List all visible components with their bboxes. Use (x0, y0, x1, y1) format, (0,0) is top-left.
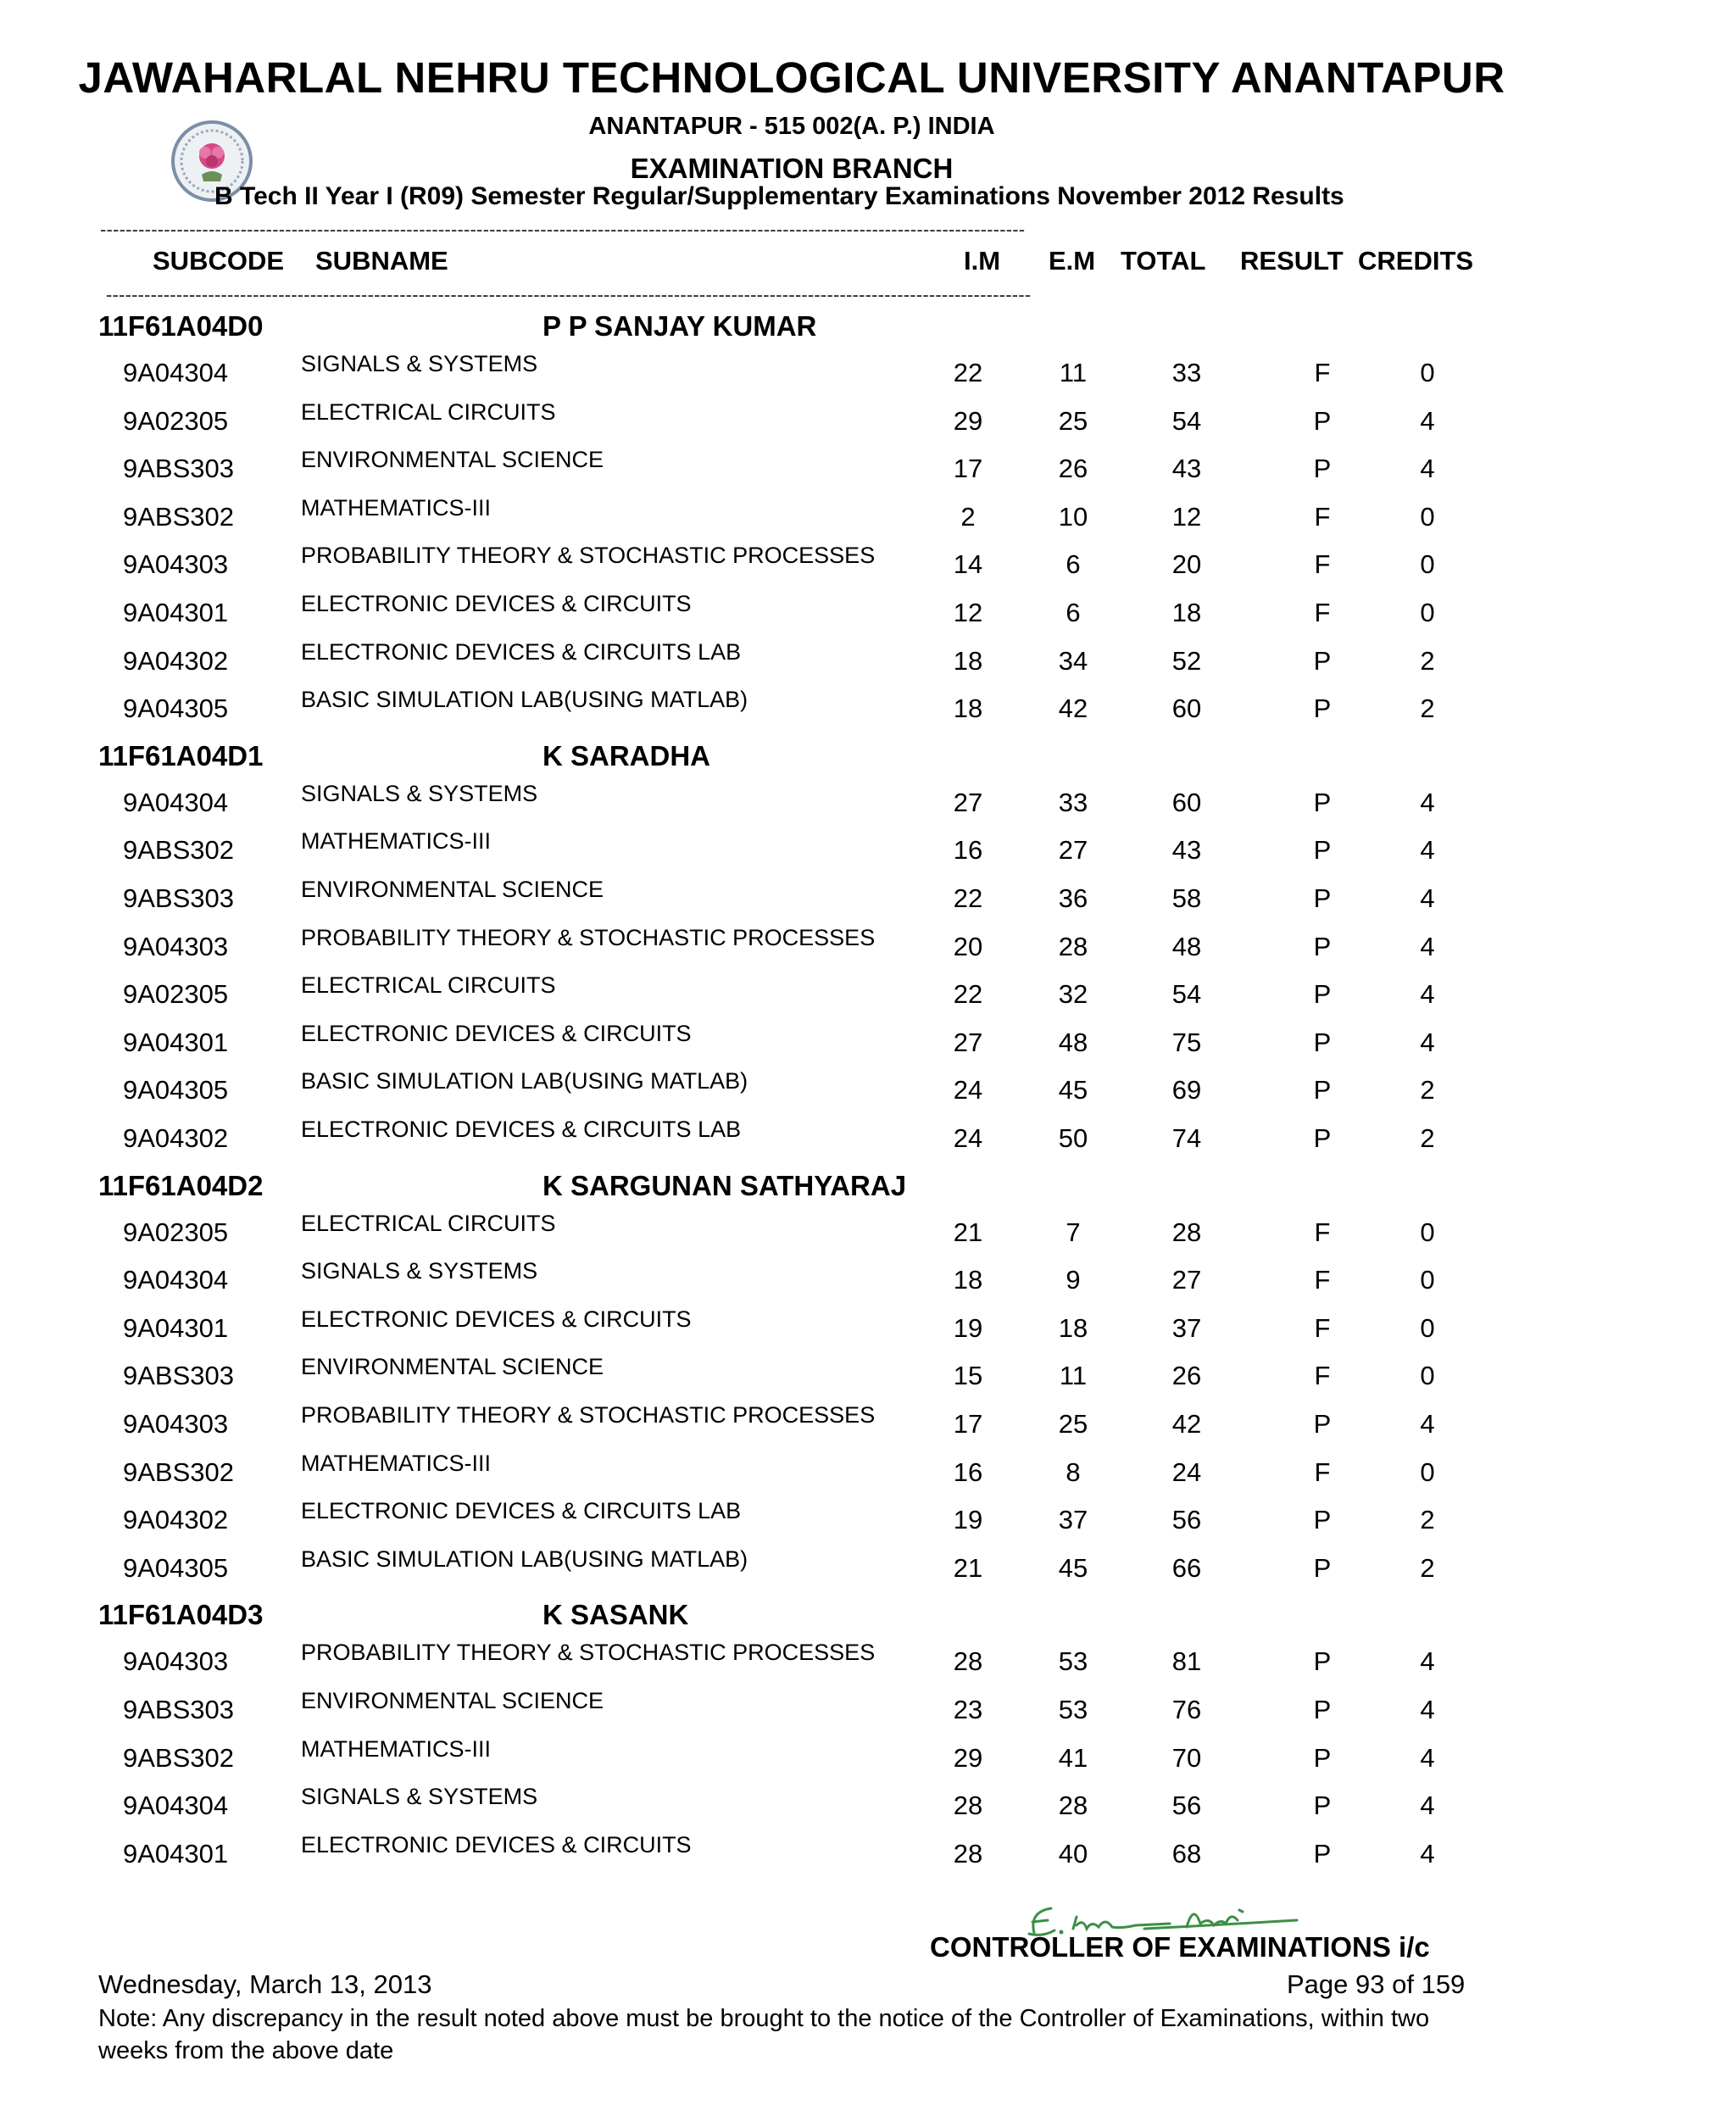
subject-code: 9ABS302 (123, 502, 234, 532)
credits: 0 (1420, 549, 1435, 579)
external-marks: 25 (1058, 1409, 1088, 1439)
column-header-result: RESULT (1240, 246, 1344, 276)
subject-code: 9A04302 (123, 1123, 229, 1153)
separator-top: ------------------------------------------------------------------------------------------------------------------------------------------------- (100, 219, 1026, 240)
subject-name: ENVIRONMENTAL SCIENCE (301, 447, 604, 472)
external-marks: 26 (1058, 454, 1088, 483)
credits: 4 (1420, 1028, 1435, 1057)
subject-code: 9A04304 (123, 788, 229, 817)
external-marks: 28 (1058, 932, 1088, 961)
subject-name: PROBABILITY THEORY & STOCHASTIC PROCESSES (301, 1402, 876, 1428)
subject-name: MATHEMATICS-III (301, 828, 491, 854)
credits: 0 (1420, 358, 1435, 387)
result-status: P (1313, 883, 1332, 913)
total-marks: 20 (1171, 549, 1202, 579)
column-header-total: TOTAL (1121, 246, 1206, 276)
subject-code: 9A04304 (123, 358, 229, 387)
hall-ticket-number: 11F61A04D3 (98, 1599, 264, 1631)
student-name: K SARADHA (542, 739, 710, 771)
subject-name: MATHEMATICS-III (301, 1736, 491, 1762)
print-date: Wednesday, March 13, 2013 (98, 1969, 432, 1999)
subject-code: 9A02305 (123, 406, 229, 436)
result-status: F (1314, 1313, 1331, 1343)
internal-marks: 22 (953, 883, 983, 913)
result-row (0, 1688, 1736, 1735)
external-marks: 42 (1058, 693, 1088, 723)
subject-code: 9A04303 (123, 549, 229, 579)
credits: 0 (1420, 1265, 1435, 1295)
credits: 4 (1420, 1695, 1435, 1724)
subject-code: 9A04304 (123, 1791, 229, 1820)
subject-code: 9A04302 (123, 1505, 229, 1534)
result-status: P (1313, 693, 1332, 723)
result-row (0, 1068, 1736, 1116)
result-status: F (1314, 502, 1331, 532)
result-status: P (1313, 979, 1332, 1009)
subject-code: 9A04305 (123, 1075, 229, 1105)
result-row (0, 399, 1736, 447)
external-marks: 45 (1058, 1553, 1088, 1583)
credits: 4 (1420, 454, 1435, 483)
subject-code: 9ABS303 (123, 1695, 234, 1724)
subject-code: 9A04305 (123, 1553, 229, 1583)
credits: 4 (1420, 1791, 1435, 1820)
subject-code: 9ABS303 (123, 1361, 234, 1390)
result-status: P (1313, 1028, 1332, 1057)
total-marks: 75 (1171, 1028, 1202, 1057)
examination-branch: EXAMINATION BRANCH (630, 153, 954, 184)
subject-name: MATHEMATICS-III (301, 495, 491, 521)
total-marks: 60 (1171, 693, 1202, 723)
hall-ticket-number: 11F61A04D0 (98, 310, 264, 342)
result-status: P (1313, 788, 1332, 817)
column-header-subname: SUBNAME (315, 246, 448, 276)
internal-marks: 14 (953, 549, 983, 579)
internal-marks: 19 (953, 1313, 983, 1343)
subject-name: ELECTRONIC DEVICES & CIRCUITS LAB (301, 639, 742, 665)
external-marks: 50 (1058, 1123, 1088, 1153)
internal-marks: 18 (953, 1265, 983, 1295)
credits: 2 (1420, 646, 1435, 676)
total-marks: 68 (1171, 1839, 1202, 1869)
university-address: ANANTAPUR - 515 002(A. P.) INDIA (588, 113, 995, 140)
total-marks: 54 (1171, 979, 1202, 1009)
hall-ticket-number: 11F61A04D1 (98, 739, 264, 771)
total-marks: 69 (1171, 1075, 1202, 1105)
external-marks: 32 (1058, 979, 1088, 1009)
credits: 4 (1420, 1646, 1435, 1676)
subject-code: 9A04304 (123, 1265, 229, 1295)
subject-name: SIGNALS & SYSTEMS (301, 1784, 538, 1809)
subject-code: 9A04303 (123, 1409, 229, 1439)
result-row (0, 1784, 1736, 1831)
result-status: P (1313, 1123, 1332, 1153)
external-marks: 36 (1058, 883, 1088, 913)
subject-code: 9A04303 (123, 932, 229, 961)
subject-name: ELECTRONIC DEVICES & CIRCUITS (301, 1832, 692, 1857)
internal-marks: 19 (953, 1505, 983, 1534)
hall-ticket-number: 11F61A04D2 (98, 1169, 264, 1201)
subject-name: ELECTRONIC DEVICES & CIRCUITS (301, 1021, 692, 1046)
result-row (0, 925, 1736, 972)
total-marks: 42 (1171, 1409, 1202, 1439)
credits: 4 (1420, 788, 1435, 817)
result-row (0, 543, 1736, 590)
student-name: K SARGUNAN SATHYARAJ (542, 1169, 907, 1201)
credits: 0 (1420, 598, 1435, 627)
total-marks: 54 (1171, 406, 1202, 436)
internal-marks: 17 (953, 1409, 983, 1439)
internal-marks: 21 (953, 1217, 983, 1247)
credits: 4 (1420, 406, 1435, 436)
result-row (0, 781, 1736, 828)
external-marks: 11 (1059, 358, 1088, 387)
result-status: P (1313, 1791, 1332, 1820)
result-row (0, 1451, 1736, 1498)
credits: 4 (1420, 979, 1435, 1009)
result-status: P (1313, 454, 1332, 483)
result-row (0, 639, 1736, 687)
column-header-credits: CREDITS (1358, 246, 1474, 276)
subject-code: 9ABS302 (123, 1743, 234, 1773)
internal-marks: 23 (953, 1695, 983, 1724)
internal-marks: 15 (953, 1361, 983, 1390)
result-row (0, 1498, 1736, 1546)
result-row (0, 1258, 1736, 1306)
subject-code: 9A04301 (123, 1839, 229, 1869)
result-status: F (1314, 1265, 1331, 1295)
result-status: P (1313, 1839, 1332, 1869)
column-header-im: I.M (964, 246, 1001, 276)
separator-header: ------------------------------------------------------------------------------------------------------------------------------------------------- (106, 284, 1032, 305)
credits: 2 (1420, 1553, 1435, 1583)
external-marks: 8 (1066, 1457, 1081, 1487)
result-row (0, 828, 1736, 876)
total-marks: 43 (1171, 835, 1202, 865)
credits: 0 (1420, 1457, 1435, 1487)
subject-name: ELECTRICAL CIRCUITS (301, 399, 556, 425)
result-status: P (1313, 646, 1332, 676)
internal-marks: 28 (953, 1839, 983, 1869)
subject-code: 9A04305 (123, 693, 229, 723)
total-marks: 56 (1171, 1791, 1202, 1820)
credits: 4 (1420, 835, 1435, 865)
external-marks: 34 (1058, 646, 1088, 676)
credits: 0 (1420, 1217, 1435, 1247)
subject-code: 9A02305 (123, 979, 229, 1009)
credits: 4 (1420, 1743, 1435, 1773)
external-marks: 9 (1066, 1265, 1081, 1295)
total-marks: 24 (1171, 1457, 1202, 1487)
credits: 2 (1420, 693, 1435, 723)
subject-code: 9A04301 (123, 598, 229, 627)
credits: 0 (1420, 502, 1435, 532)
result-row (0, 687, 1736, 734)
subject-name: ELECTRONIC DEVICES & CIRCUITS (301, 1306, 692, 1332)
total-marks: 58 (1171, 883, 1202, 913)
column-header-subcode: SUBCODE (153, 246, 285, 276)
subject-name: SIGNALS & SYSTEMS (301, 1258, 538, 1284)
credits: 0 (1420, 1361, 1435, 1390)
internal-marks: 17 (953, 454, 983, 483)
total-marks: 52 (1171, 646, 1202, 676)
subject-code: 9ABS303 (123, 883, 234, 913)
total-marks: 56 (1171, 1505, 1202, 1534)
credits: 2 (1420, 1075, 1435, 1105)
internal-marks: 16 (953, 1457, 983, 1487)
total-marks: 37 (1171, 1313, 1202, 1343)
result-status: F (1314, 358, 1331, 387)
external-marks: 41 (1058, 1743, 1088, 1773)
subject-name: PROBABILITY THEORY & STOCHASTIC PROCESSES (301, 1640, 876, 1665)
result-row (0, 1021, 1736, 1068)
internal-marks: 28 (953, 1646, 983, 1676)
subject-name: BASIC SIMULATION LAB(USING MATLAB) (301, 1546, 748, 1572)
subject-code: 9A02305 (123, 1217, 229, 1247)
subject-name: ENVIRONMENTAL SCIENCE (301, 877, 604, 902)
subject-code: 9A04301 (123, 1313, 229, 1343)
column-header-em: E.M (1049, 246, 1096, 276)
total-marks: 33 (1171, 358, 1202, 387)
total-marks: 66 (1171, 1553, 1202, 1583)
result-status: F (1314, 549, 1331, 579)
credits: 2 (1420, 1123, 1435, 1153)
credits: 0 (1420, 1313, 1435, 1343)
result-row (0, 1640, 1736, 1687)
subject-name: MATHEMATICS-III (301, 1451, 491, 1476)
subject-name: ENVIRONMENTAL SCIENCE (301, 1354, 604, 1379)
internal-marks: 27 (953, 788, 983, 817)
result-status: F (1314, 1361, 1331, 1390)
result-status: P (1313, 1505, 1332, 1534)
result-status: P (1313, 1695, 1332, 1724)
result-status: P (1313, 1553, 1332, 1583)
internal-marks: 29 (953, 406, 983, 436)
result-row (0, 351, 1736, 398)
external-marks: 48 (1058, 1028, 1088, 1057)
result-status: P (1313, 1743, 1332, 1773)
result-status: P (1313, 932, 1332, 961)
internal-marks: 21 (953, 1553, 983, 1583)
subject-code: 9A04302 (123, 646, 229, 676)
internal-marks: 20 (953, 932, 983, 961)
subject-name: ELECTRICAL CIRCUITS (301, 1211, 556, 1236)
internal-marks: 18 (953, 693, 983, 723)
subject-code: 9ABS302 (123, 835, 234, 865)
total-marks: 12 (1171, 502, 1202, 532)
subject-code: 9A04301 (123, 1028, 229, 1057)
exam-title: B Tech II Year I (R09) Semester Regular/Supplementary Examinations November 2012 Results (214, 182, 1344, 210)
result-row (0, 1402, 1736, 1450)
credits: 4 (1420, 932, 1435, 961)
subject-name: SIGNALS & SYSTEMS (301, 781, 538, 806)
internal-marks: 12 (953, 598, 983, 627)
total-marks: 48 (1171, 932, 1202, 961)
external-marks: 53 (1058, 1646, 1088, 1676)
result-status: F (1314, 1457, 1331, 1487)
result-row (0, 591, 1736, 638)
internal-marks: 16 (953, 835, 983, 865)
external-marks: 10 (1058, 502, 1088, 532)
credits: 4 (1420, 1409, 1435, 1439)
total-marks: 43 (1171, 454, 1202, 483)
total-marks: 28 (1171, 1217, 1202, 1247)
subject-name: ELECTRONIC DEVICES & CIRCUITS LAB (301, 1498, 742, 1523)
external-marks: 7 (1066, 1217, 1081, 1247)
result-status: F (1314, 598, 1331, 627)
internal-marks: 18 (953, 646, 983, 676)
external-marks: 18 (1058, 1313, 1088, 1343)
external-marks: 40 (1058, 1839, 1088, 1869)
internal-marks: 22 (953, 358, 983, 387)
total-marks: 76 (1171, 1695, 1202, 1724)
result-status: P (1313, 1075, 1332, 1105)
result-status: P (1313, 406, 1332, 436)
external-marks: 28 (1058, 1791, 1088, 1820)
external-marks: 45 (1058, 1075, 1088, 1105)
subject-name: PROBABILITY THEORY & STOCHASTIC PROCESSES (301, 543, 876, 568)
discrepancy-note: Note: Any discrepancy in the result noted above must be brought to the notice of the Controller of Examinations, within two weeks from the above date (98, 2005, 1430, 2064)
result-row (0, 972, 1736, 1020)
internal-marks: 24 (953, 1123, 983, 1153)
internal-marks: 29 (953, 1743, 983, 1773)
subject-name: PROBABILITY THEORY & STOCHASTIC PROCESSES (301, 925, 876, 950)
result-row (0, 1211, 1736, 1258)
subject-name: ELECTRONIC DEVICES & CIRCUITS LAB (301, 1117, 742, 1142)
total-marks: 60 (1171, 788, 1202, 817)
credits: 4 (1420, 883, 1435, 913)
result-status: P (1313, 1646, 1332, 1676)
external-marks: 25 (1058, 406, 1088, 436)
student-name: P P SANJAY KUMAR (542, 310, 817, 342)
student-name: K SASANK (542, 1599, 689, 1631)
external-marks: 53 (1058, 1695, 1088, 1724)
subject-name: ENVIRONMENTAL SCIENCE (301, 1688, 604, 1713)
subject-name: BASIC SIMULATION LAB(USING MATLAB) (301, 687, 748, 712)
result-row (0, 1306, 1736, 1354)
external-marks: 27 (1058, 835, 1088, 865)
external-marks: 6 (1066, 549, 1081, 579)
subject-name: BASIC SIMULATION LAB(USING MATLAB) (301, 1068, 748, 1094)
total-marks: 26 (1171, 1361, 1202, 1390)
internal-marks: 28 (953, 1791, 983, 1820)
total-marks: 74 (1171, 1123, 1202, 1153)
result-status: F (1314, 1217, 1331, 1247)
subject-name: SIGNALS & SYSTEMS (301, 351, 538, 376)
result-row (0, 1736, 1736, 1784)
page-number: Page 93 of 159 (1287, 1969, 1466, 1999)
subject-code: 9ABS303 (123, 454, 234, 483)
total-marks: 70 (1171, 1743, 1202, 1773)
credits: 2 (1420, 1505, 1435, 1534)
controller-title: CONTROLLER OF EXAMINATIONS i/c (930, 1931, 1430, 1963)
subject-code: 9ABS302 (123, 1457, 234, 1487)
external-marks: 33 (1058, 788, 1088, 817)
result-row (0, 1117, 1736, 1164)
result-row (0, 877, 1736, 924)
internal-marks: 2 (960, 502, 976, 532)
external-marks: 6 (1066, 598, 1081, 627)
external-marks: 11 (1059, 1361, 1088, 1390)
result-row (0, 447, 1736, 494)
total-marks: 18 (1171, 598, 1202, 627)
subject-code: 9A04303 (123, 1646, 229, 1676)
result-row (0, 1832, 1736, 1880)
subject-name: ELECTRONIC DEVICES & CIRCUITS (301, 591, 692, 616)
external-marks: 37 (1058, 1505, 1088, 1534)
subject-name: ELECTRICAL CIRCUITS (301, 972, 556, 998)
internal-marks: 24 (953, 1075, 983, 1105)
total-marks: 27 (1171, 1265, 1202, 1295)
university-title: JAWAHARLAL NEHRU TECHNOLOGICAL UNIVERSITY ANANTAPUR (78, 53, 1505, 102)
result-row (0, 1354, 1736, 1401)
result-status: P (1313, 1409, 1332, 1439)
credits: 4 (1420, 1839, 1435, 1869)
result-row (0, 1546, 1736, 1594)
result-status: P (1313, 835, 1332, 865)
result-row (0, 495, 1736, 543)
internal-marks: 22 (953, 979, 983, 1009)
internal-marks: 27 (953, 1028, 983, 1057)
total-marks: 81 (1171, 1646, 1202, 1676)
